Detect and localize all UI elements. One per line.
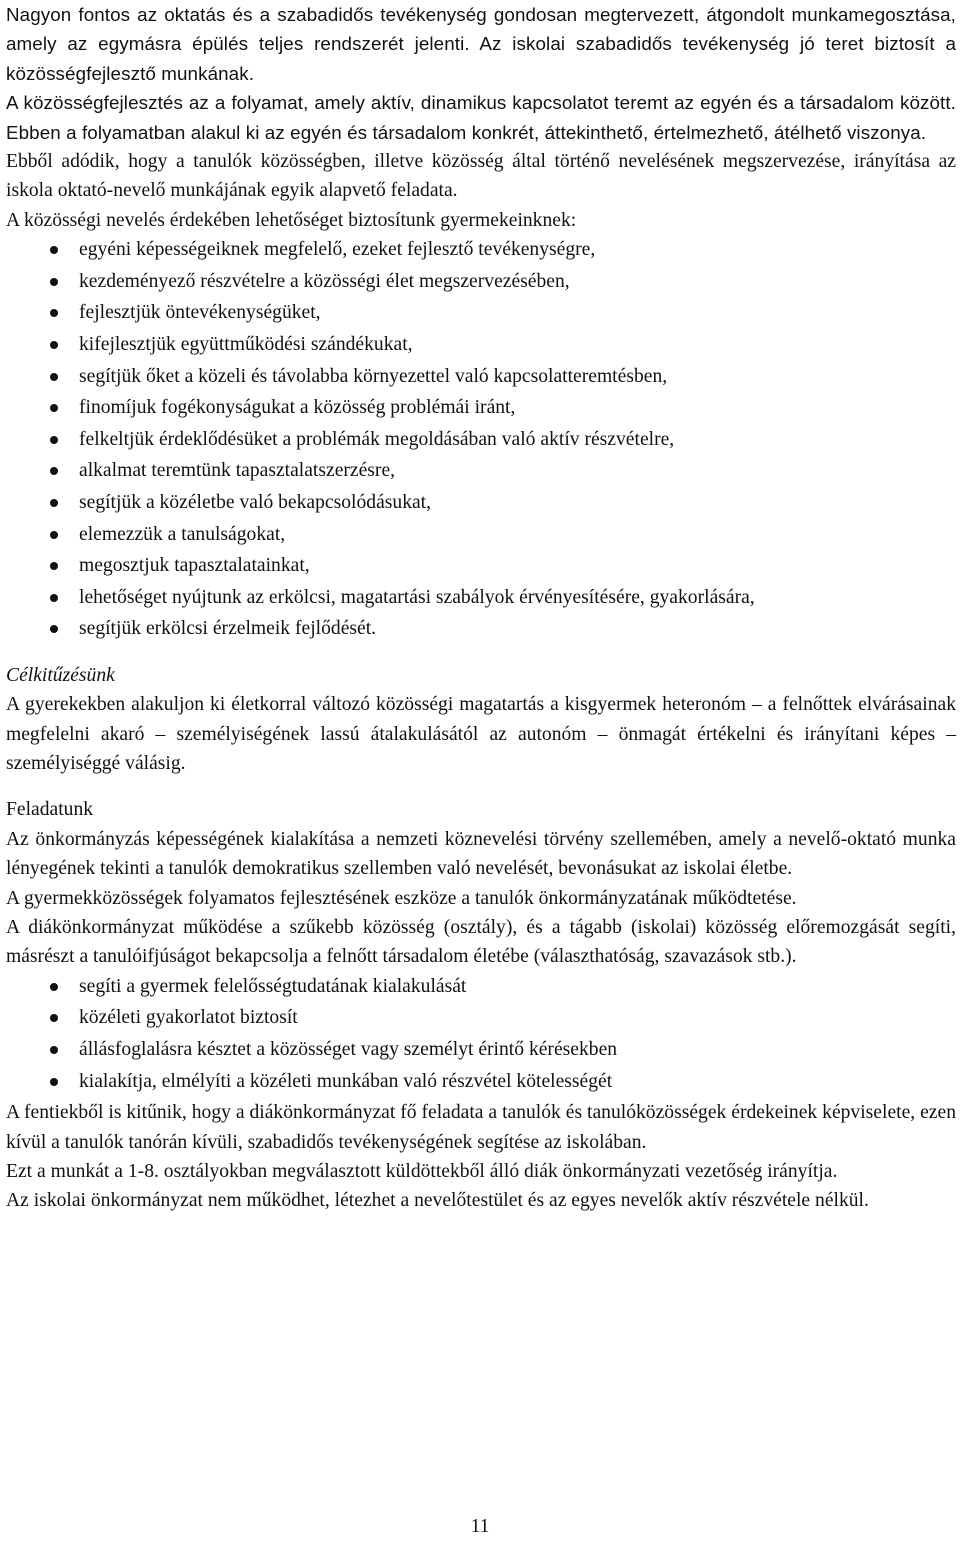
list-item: [6, 520, 956, 549]
list-item: [6, 298, 956, 327]
list-item-text: elemezzük a tanulságokat,: [79, 523, 286, 545]
bullet-icon: [50, 436, 58, 444]
closing-paragraph-2: Ezt a munkát a 1-8. osztályokban megválasztott küldöttekből álló diák önkormányzati vezetőség irányítja.: [6, 1161, 838, 1183]
list-item-text: felkeltjük érdeklődésüket a problémák megoldásában való aktív részvételre,: [79, 428, 675, 450]
list-item-text: alkalmat teremtünk tapasztalatszerzésre,: [79, 460, 396, 482]
bullet-icon: [50, 625, 58, 633]
list-item: [6, 267, 956, 296]
task-paragraph-3: A diákönkormányzat működése a szűkebb közösség (osztály), és a tágabb (iskolai) közösség előremozgását segíti, másrészt a tanulóifjúságot bekapcsolja a felnőtt társadalom életébe (választhatóság, szavazások stb.).: [6, 917, 956, 968]
intro-paragraph-2: A közösségfejlesztés az a folyamat, amely aktív, dinamikus kapcsolatot teremt az egyén és a társadalom között. Ebben a folyamatban alakul ki az egyén és társadalom konkrét, áttekinthető, értelmezhető, átélhető viszonya.: [6, 92, 956, 143]
list-item-text: egyéni képességeiknek megfelelő, ezeket fejlesztő tevékenységre,: [79, 239, 596, 261]
list-item: [6, 972, 956, 1001]
list-item: [6, 330, 956, 359]
page-number: 11: [470, 1516, 490, 1537]
list-item-text: kifejlesztjük együttműködési szándékukat,: [79, 334, 413, 356]
list-item: [6, 456, 956, 485]
bullet-icon: [50, 983, 58, 991]
bullet-icon: [50, 1078, 58, 1086]
bullet-icon: [50, 404, 58, 412]
list-item: [6, 488, 956, 517]
list-item: [6, 393, 956, 422]
list-item: [6, 551, 956, 580]
list-item-text: segíti a gyermek felelősségtudatának kialakulását: [79, 975, 467, 997]
bullet-icon: [50, 341, 58, 349]
bullet-icon: [50, 1014, 58, 1022]
list-item: [6, 362, 956, 391]
list-item-text: finomíjuk fogékonyságukat a közösség problémái iránt,: [79, 397, 516, 419]
bullet-icon: [50, 373, 58, 381]
list-item: [6, 235, 956, 264]
bullet-icon: [50, 531, 58, 539]
task-paragraph-1: Az önkormányzás képességének kialakítása a nemzeti köznevelési törvény szellemében, amely a nevelő-oktató munka lényegének tekinti a tanulók demokratikus szellemben való nevelését, bevonásukat az iskolai életbe.: [6, 828, 956, 880]
bullet-icon: [50, 467, 58, 475]
document-page: [6, 0, 956, 1216]
bullet-icon: [50, 246, 58, 254]
closing-paragraph-1: A fentiekből is kitűnik, hogy a diákönkormányzat fő feladata a tanulók és tanulóközösségek érdekeinek képviselete, ezen kívül a tanulók tanórán kívüli, szabadidős tevékenységének segítése az iskolában.: [6, 1102, 956, 1153]
list-item-text: kezdeményező részvételre a közösségi élet megszervezésében,: [79, 270, 570, 292]
goal-paragraph: A gyerekekben alakuljon ki életkorral változó közösségi magatartás a kisgyermek heteronóm – a felnőttek elvárásainak megfelelni akaró – személyiségének lassú átalakulásától az autonóm – önmagát értékelni és irányítani képes – személyiséggé válásig.: [6, 694, 956, 774]
list-item-text: kialakítja, elmélyíti a közéleti munkában való részvétel kötelességét: [79, 1070, 613, 1092]
list-item-text: segítjük a közéletbe való bekapcsolódásukat,: [79, 492, 432, 513]
bullet-icon: [50, 1046, 58, 1054]
intro-paragraph-3: Ebből adódik, hogy a tanulók közösségben, illetve közösség által történő nevelésének megszervezése, irányítása az iskola oktató-nevelő munkájának egyik alapvető feladata.: [6, 151, 956, 202]
list-item: [6, 614, 956, 643]
list-item: [6, 1035, 956, 1064]
list-item: [6, 583, 956, 612]
closing-paragraph-3: Az iskolai önkormányzat nem működhet, létezhet a nevelőtestület és az egyes nevelők aktív részvétele nélkül.: [6, 1190, 869, 1212]
list-item: [6, 1003, 956, 1032]
student-council-list: [6, 972, 956, 1096]
list-item-text: megosztjuk tapasztalatainkat,: [79, 555, 310, 577]
list-item: [6, 1067, 956, 1096]
community-education-list: [6, 235, 956, 644]
goal-heading: Célkitűzésünk: [6, 664, 115, 686]
list-item-text: állásfoglalásra késztet a közösséget vagy személyt érintő kérésekben: [79, 1039, 618, 1061]
list-item-text: segítjük erkölcsi érzelmeik fejlődését.: [79, 618, 377, 640]
intro-paragraph-4: A közösségi nevelés érdekében lehetőséget biztosítunk gyermekeinknek:: [6, 209, 577, 231]
bullet-icon: [50, 278, 58, 286]
intro-paragraph-1: Nagyon fontos az oktatás és a szabadidős tevékenység gondosan megtervezett, átgondolt munkamegosztása, amely az egymásra épülés teljes rendszerét jelenti. Az iskolai szabadidős tevékenység jó teret biztosít a közösségfejlesztő munkának.: [6, 4, 956, 84]
list-item-text: közéleti gyakorlatot biztosít: [79, 1007, 298, 1029]
list-item-text: fejlesztjük öntevékenységüket,: [79, 302, 321, 324]
list-item: [6, 425, 956, 454]
list-item-text: segítjük őket a közeli és távolabba környezettel való kapcsolatteremtésben,: [79, 365, 668, 387]
list-item-text: lehetőséget nyújtunk az erkölcsi, magatartási szabályok érvényesítésére, gyakorlására,: [79, 586, 755, 608]
bullet-icon: [50, 594, 58, 602]
bullet-icon: [50, 562, 58, 570]
task-heading: Feladatunk: [6, 799, 94, 821]
bullet-icon: [50, 499, 58, 507]
bullet-icon: [50, 309, 58, 317]
task-paragraph-2: A gyermekközösségek folyamatos fejlesztésének eszköze a tanulók önkormányzatának működtetése.: [6, 887, 797, 909]
